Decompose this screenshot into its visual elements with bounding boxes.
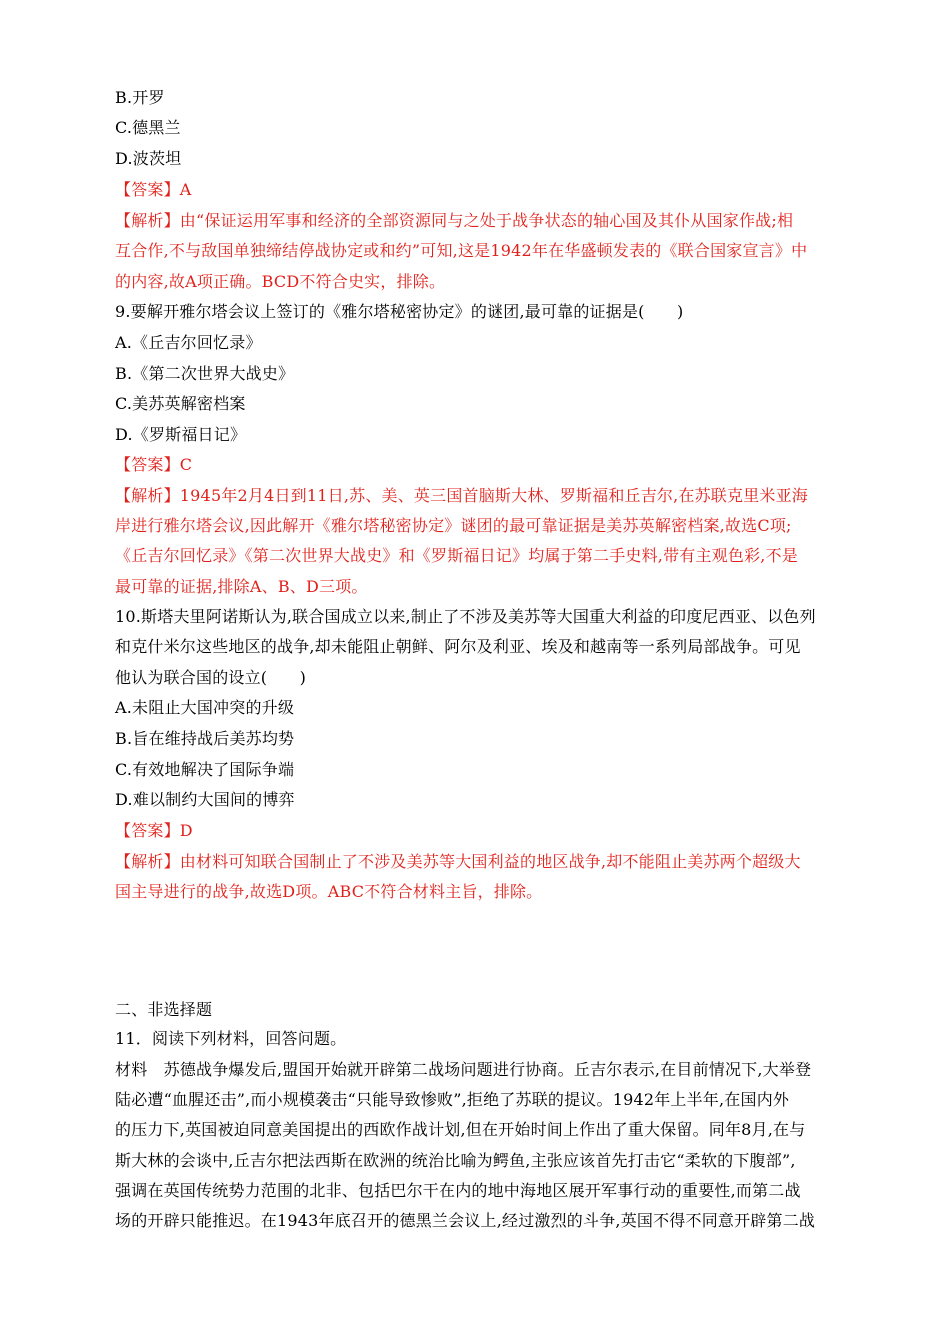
q10-option-c: C.有效地解决了国际争端 [115, 760, 295, 779]
q11-material-line: 斯大林的会谈中,丘吉尔把法西斯在欧洲的统治比喻为鳄鱼,主张应该首先打击它“柔软的下腹部”, [115, 1151, 796, 1170]
q8-analysis-line: 的内容,故A项正确。BCD不符合史实，排除。 [115, 272, 446, 291]
q11-material-line: 陆必遭“血腥还击”,而小规模袭击“只能导致惨败”,拒绝了苏联的提议。1942年上半年,在国内外 [115, 1090, 790, 1109]
q10-analysis-line: 国主导进行的战争,故选D项。ABC不符合材料主旨，排除。 [115, 882, 543, 901]
q11-material-line: 场的开辟只能推迟。在1943年底召开的德黑兰会议上,经过激烈的斗争,英国不得不同意开辟第二战 [115, 1211, 816, 1230]
q10-analysis-line: 【解析】由材料可知联合国制止了不涉及美苏等大国利益的地区战争,却不能阻止美苏两个超级大 [115, 852, 801, 871]
q9-analysis-line: 最可靠的证据,排除A、B、D三项。 [115, 577, 368, 596]
q10-option-d: D.难以制约大国间的博弈 [115, 790, 295, 809]
q8-answer: 【答案】A [115, 180, 192, 199]
q9-stem: 9.要解开雅尔塔会议上签订的《雅尔塔秘密协定》的谜团,最可靠的证据是( ) [115, 302, 684, 321]
q9-option-d: D.《罗斯福日记》 [115, 425, 247, 444]
q9-answer: 【答案】C [115, 455, 193, 474]
q10-option-a: A.未阻止大国冲突的升级 [115, 698, 295, 717]
q11-material-line: 的压力下,英国被迫同意美国提出的西欧作战计划,但在开始时间上作出了重大保留。同年8月,在与 [115, 1120, 806, 1139]
q11-stem: 11．阅读下列材料，回答问题。 [115, 1029, 347, 1048]
q10-stem-line: 他认为联合国的设立( ) [115, 668, 307, 687]
q9-option-c: C.美苏英解密档案 [115, 394, 246, 413]
q9-analysis-line: 【解析】1945年2月4日到11日,苏、美、英三国首脑斯大林、罗斯福和丘吉尔,在苏联克里米亚海 [115, 486, 809, 505]
q8-analysis-line: 互合作,不与敌国单独缔结停战协定或和约”可知,这是1942年在华盛顿发表的《联合国家宣言》中 [115, 241, 808, 260]
section-heading: 二、非选择题 [115, 1000, 213, 1019]
q10-stem-line: 10.斯塔夫里阿诺斯认为,联合国成立以来,制止了不涉及美苏等大国重大利益的印度尼西亚、以色列 [115, 607, 816, 626]
q9-analysis-line: 《丘吉尔回忆录》《第二次世界大战史》和《罗斯福日记》均属于第二手史料,带有主观色彩,不是 [115, 546, 798, 565]
q11-material-line: 材料 苏德战争爆发后,盟国开始就开辟第二战场问题进行协商。丘吉尔表示,在目前情况下,大举登 [115, 1060, 812, 1079]
q9-option-b: B.《第二次世界大战史》 [115, 364, 295, 383]
q8-option-c: C.德黑兰 [115, 118, 181, 137]
q8-analysis-line: 【解析】由“保证运用军事和经济的全部资源同与之处于战争状态的轴心国及其仆从国家作战;相 [115, 211, 794, 230]
q9-option-a: A.《丘吉尔回忆录》 [115, 333, 262, 352]
q9-analysis-line: 岸进行雅尔塔会议,因此解开《雅尔塔秘密协定》谜团的最可靠证据是美苏英解密档案,故选C项; [115, 516, 792, 535]
q8-option-d: D.波茨坦 [115, 149, 182, 168]
q11-material-line: 强调在英国传统势力范围的北非、包括巴尔干在内的地中海地区展开军事行动的重要性,而第二战 [115, 1181, 801, 1200]
q10-answer: 【答案】D [115, 821, 193, 840]
q8-option-b: B.开罗 [115, 88, 165, 107]
q10-option-b: B.旨在维持战后美苏均势 [115, 729, 295, 748]
q10-stem-line: 和克什米尔这些地区的战争,却未能阻止朝鲜、阿尔及利亚、埃及和越南等一系列局部战争。可见 [115, 637, 801, 656]
